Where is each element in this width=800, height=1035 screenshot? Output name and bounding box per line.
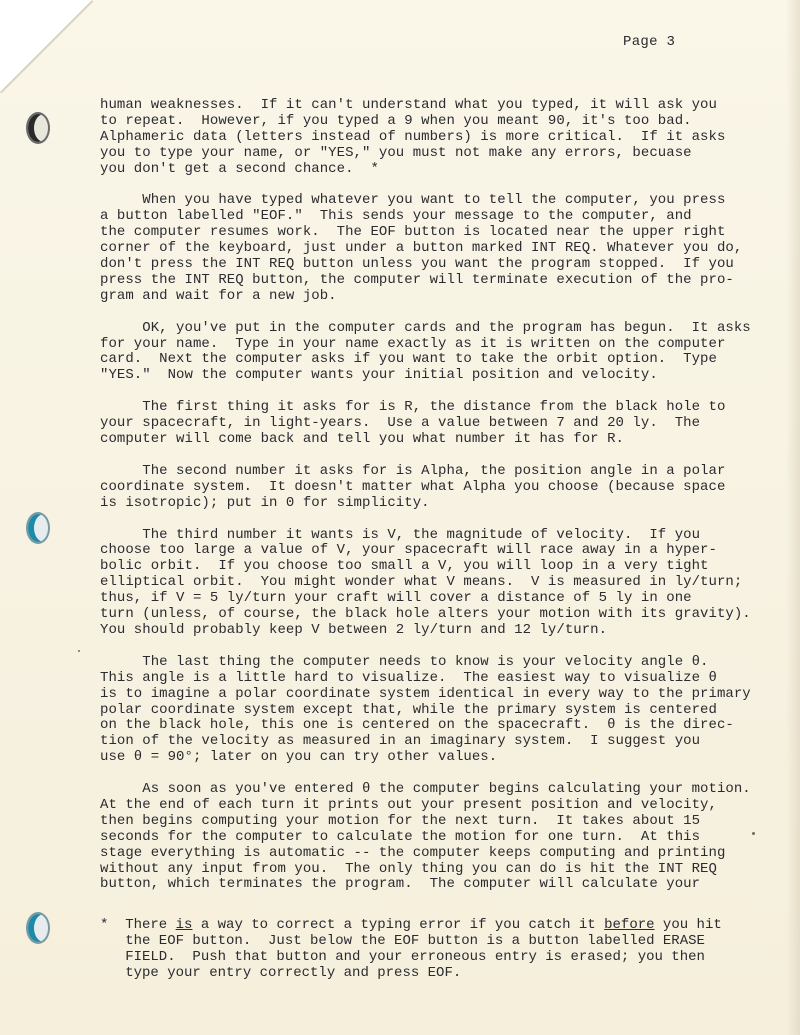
text-line: gram and wait for a new job. — [100, 287, 337, 304]
text-line: press the INT REQ button, the computer will terminate execution of the pro- — [100, 271, 734, 288]
text-line: The first thing it asks for is R, the distance from the black hole to — [100, 399, 726, 416]
body-text — [100, 97, 751, 909]
text-line: without any input from you. The only thing you can do is hit the INT REQ — [100, 860, 717, 877]
text-line: human weaknesses. If it can't understand what you typed, it will ask you — [100, 97, 717, 113]
text-line: As soon as you've entered θ the computer begins calculating your motion. — [100, 781, 751, 798]
paragraph — [100, 192, 743, 304]
footnote-line: FIELD. Push that button and your erroneous entry is erased; you then — [100, 948, 705, 965]
text-line: to repeat. However, if you typed a 9 when you meant 90, it's too bad. — [100, 112, 692, 129]
text-line: The second number it asks for is Alpha, the position angle in a polar — [100, 462, 726, 479]
paragraph — [100, 526, 751, 639]
text-line: use θ = 90°; later on you can try other values. — [100, 749, 498, 766]
text-line: don't press the INT REQ button unless you want the program stopped. If you — [100, 256, 734, 273]
text-line: When you have typed whatever you want to tell the computer, you press — [100, 192, 726, 209]
text-line: card. Next the computer asks if you want to take the orbit option. Type — [100, 351, 717, 368]
text-line: is to imagine a polar coordinate system identical in every way to the primary — [100, 685, 751, 702]
text-line: seconds for the computer to calculate the motion for one turn. At this — [100, 828, 701, 845]
text-line: At the end of each turn it prints out your present position and velocity, — [100, 796, 717, 813]
text-line: "YES." Now the computer wants your initial position and velocity. — [100, 367, 658, 384]
paper-speck — [752, 832, 755, 835]
text-line: The third number it wants is V, the magnitude of velocity. If you — [100, 526, 701, 543]
underlined-word: before — [604, 917, 655, 933]
text-line: OK, you've put in the computer cards and the program has begun. It asks — [100, 319, 751, 336]
text-line: This angle is a little hard to visualize. The easiest way to visualize θ — [100, 669, 717, 686]
text-line: corner of the keyboard, just under a button marked INT REQ. Whatever you do, — [100, 240, 743, 257]
footnote-line — [100, 917, 722, 934]
text-line: for your name. Type in your name exactly as it is written on the computer — [100, 335, 726, 352]
paragraph — [100, 319, 751, 385]
paper-speck — [78, 650, 80, 652]
paragraph — [100, 462, 726, 512]
text-line: tion of the velocity as measured in an imaginary system. I suggest you — [100, 733, 701, 750]
paragraph — [100, 653, 751, 766]
text-line: choose too large a value of V, your spacecraft will race away in a hyper- — [100, 542, 717, 559]
text-line: a button labelled "EOF." This sends your message to the computer, and — [100, 208, 692, 225]
text-line: the computer resumes work. The EOF button is located near the upper right — [100, 224, 726, 241]
text-line: button, which terminates the program. The computer will calculate your — [100, 876, 701, 893]
text-line: your spacecraft, in light-years. Use a value between 7 and 20 ly. The — [100, 415, 701, 432]
text-line: coordinate system. It doesn't matter what Alpha you choose (because space — [100, 478, 726, 495]
binder-hole-middle — [26, 512, 50, 544]
underlined-word: is — [175, 917, 193, 933]
paragraph — [100, 781, 751, 893]
text-line: computer will come back and tell you what number it has for R. — [100, 431, 624, 448]
binder-hole-bottom — [26, 912, 50, 944]
text-line: bolic orbit. If you choose too small a V, you will loop in a very tight — [100, 558, 709, 575]
footnote-line: type your entry correctly and press EOF. — [100, 964, 462, 981]
page-edge-shadow — [786, 0, 800, 1035]
binder-hole-top — [26, 112, 50, 144]
footnote-text: * There — [100, 917, 176, 933]
footnote-text: a way to correct a typing error if you catch it — [192, 917, 605, 933]
footnote — [100, 917, 722, 982]
footnote-text: you hit — [654, 917, 722, 933]
text-line: The last thing the computer needs to know is your velocity angle θ. — [100, 653, 709, 670]
text-line: polar coordinate system except that, while the primary system is centered — [100, 701, 717, 718]
text-line: is isotropic); put in 0 for simplicity. — [100, 494, 430, 511]
text-line: turn (unless, of course, the black hole alters your motion with its gravity). — [100, 606, 751, 623]
text-line: you to type your name, or "YES," you must not make any errors, becuase — [100, 144, 692, 161]
text-line: stage everything is automatic -- the computer keeps computing and printing — [100, 844, 726, 861]
text-line: You should probably keep V between 2 ly/turn and 12 ly/turn. — [100, 621, 608, 638]
text-line: elliptical orbit. You might wonder what V means. V is measured in ly/turn; — [100, 574, 743, 591]
footnote-line: the EOF button. Just below the EOF button is a button labelled ERASE — [100, 932, 705, 949]
text-line: on the black hole, this one is centered on the spacecraft. θ is the direc- — [100, 717, 734, 734]
text-line: Alphameric data (letters instead of numbers) is more critical. If it asks — [100, 128, 726, 145]
page-number: Page 3 — [623, 34, 676, 50]
text-line: you don't get a second chance. * — [100, 160, 379, 177]
text-line: thus, if V = 5 ly/turn your craft will cover a distance of 5 ly in one — [100, 590, 692, 607]
text-line: then begins computing your motion for the next turn. It takes about 15 — [100, 812, 701, 829]
paragraph — [100, 97, 726, 177]
paragraph — [100, 399, 726, 448]
